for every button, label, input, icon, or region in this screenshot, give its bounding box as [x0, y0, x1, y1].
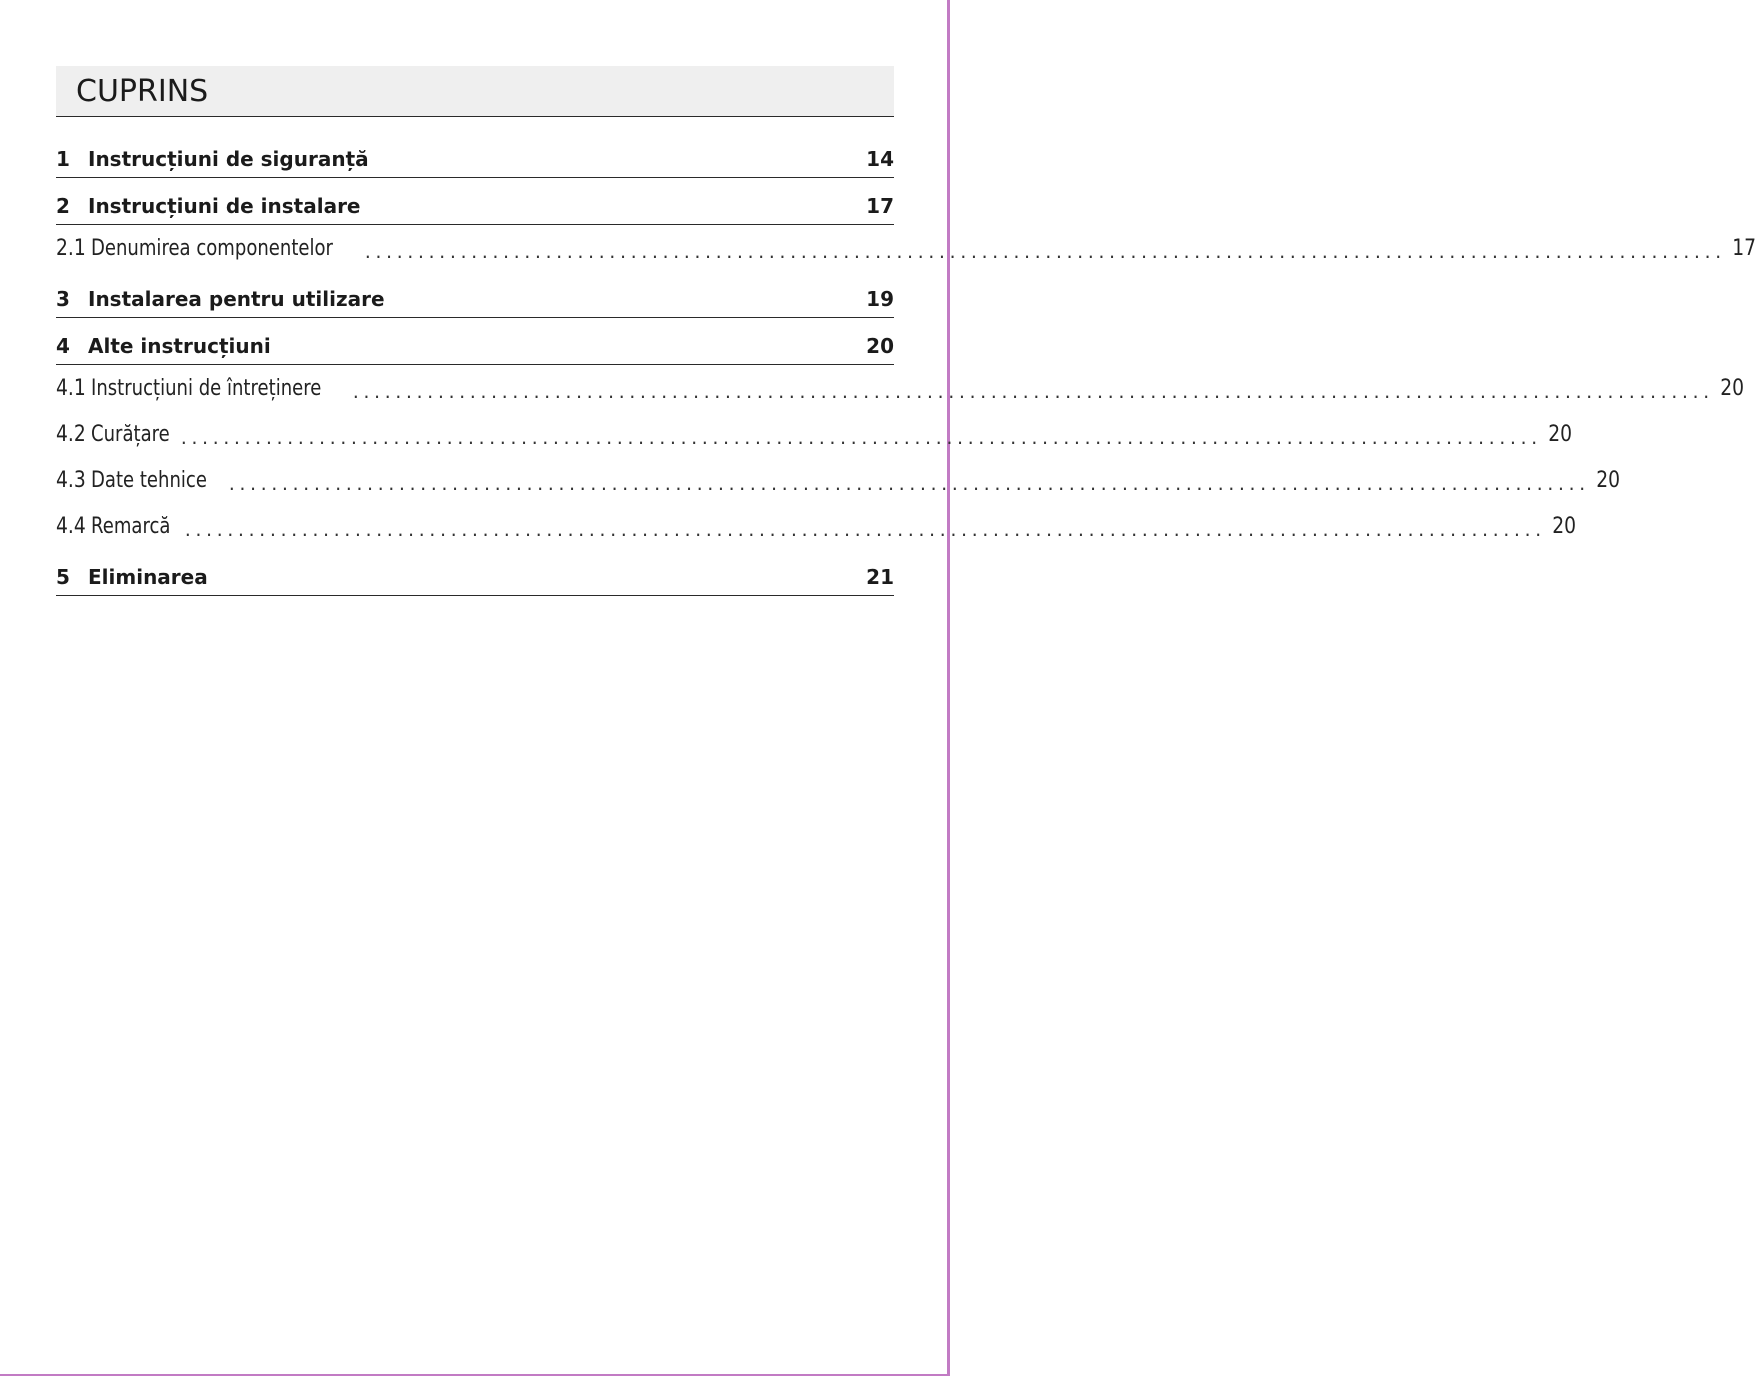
toc-subentry-number: 4.4: [56, 513, 86, 539]
toc-entry-1[interactable]: [56, 117, 894, 178]
toc-subentry-label: Date tehnice: [91, 467, 207, 493]
toc-subentry-number: 4.2: [56, 421, 86, 447]
toc-entry-number: 2: [56, 194, 70, 218]
toc-title: CUPRINS: [76, 74, 209, 109]
toc-entry-label: Alte instrucțiuni: [88, 334, 271, 358]
toc-subentry-page: 17: [1732, 235, 1756, 261]
toc-entry-4-2[interactable]: [56, 411, 1572, 457]
toc-header: [56, 66, 894, 117]
toc-subentry-number: 4.1: [56, 375, 86, 401]
toc-entry-number: 1: [56, 147, 70, 171]
dot-leader: ................................................................................................................................: [363, 242, 1724, 262]
toc-subentry-page: 20: [1548, 421, 1572, 447]
toc-subentry-label: Denumirea componentelor: [91, 235, 333, 261]
toc-subentry-number: 2.1: [56, 235, 86, 261]
toc-subentry-label-wrap: [91, 468, 223, 493]
toc-entry-4-3[interactable]: [56, 457, 1620, 503]
toc-entry-5[interactable]: [56, 549, 894, 596]
table-of-contents: [56, 66, 1756, 596]
toc-entry-label: Instalarea pentru utilizare: [88, 287, 385, 311]
toc-subentry-label: Instrucțiuni de întreținere: [91, 375, 322, 401]
toc-entry-number: 3: [56, 287, 70, 311]
toc-entry-number: 5: [56, 565, 70, 589]
dot-leader: ................................................................................................................................: [351, 382, 1712, 402]
page-edge-right: [947, 0, 950, 1376]
toc-subentry-label-wrap: [91, 376, 347, 401]
toc-entry-page: 19: [866, 287, 894, 311]
toc-entry-4-1[interactable]: [56, 365, 1744, 411]
toc-entry-label: Instrucțiuni de siguranță: [88, 147, 369, 171]
dot-leader: ................................................................................................................................: [183, 520, 1544, 540]
toc-entry-2[interactable]: [56, 178, 894, 225]
toc-subentry-page: 20: [1720, 375, 1744, 401]
dot-leader: ................................................................................................................................: [227, 474, 1588, 494]
toc-entry-3[interactable]: [56, 271, 894, 318]
toc-entry-4[interactable]: [56, 318, 894, 365]
dot-leader: ................................................................................................................................: [179, 428, 1540, 448]
toc-entry-page: 17: [866, 194, 894, 218]
toc-subentry-number: 4.3: [56, 467, 86, 493]
toc-subentry-label-wrap: [91, 514, 179, 539]
toc-subentry-label: Curățare: [91, 421, 170, 447]
toc-subentry-page: 20: [1596, 467, 1620, 493]
toc-entry-page: 14: [866, 147, 894, 171]
toc-entry-label: Instrucțiuni de instalare: [88, 194, 361, 218]
toc-entry-number: 4: [56, 334, 70, 358]
toc-entry-page: 21: [866, 565, 894, 589]
toc-subentry-label-wrap: [91, 422, 175, 447]
toc-entry-4-4[interactable]: [56, 503, 1576, 549]
toc-entry-page: 20: [866, 334, 894, 358]
toc-subentry-page: 20: [1552, 513, 1576, 539]
toc-subentry-label-wrap: [91, 236, 359, 261]
toc-entry-label: Eliminarea: [88, 565, 208, 589]
toc-subentry-label: Remarcă: [91, 513, 171, 539]
toc-entry-2-1[interactable]: [56, 225, 1756, 271]
